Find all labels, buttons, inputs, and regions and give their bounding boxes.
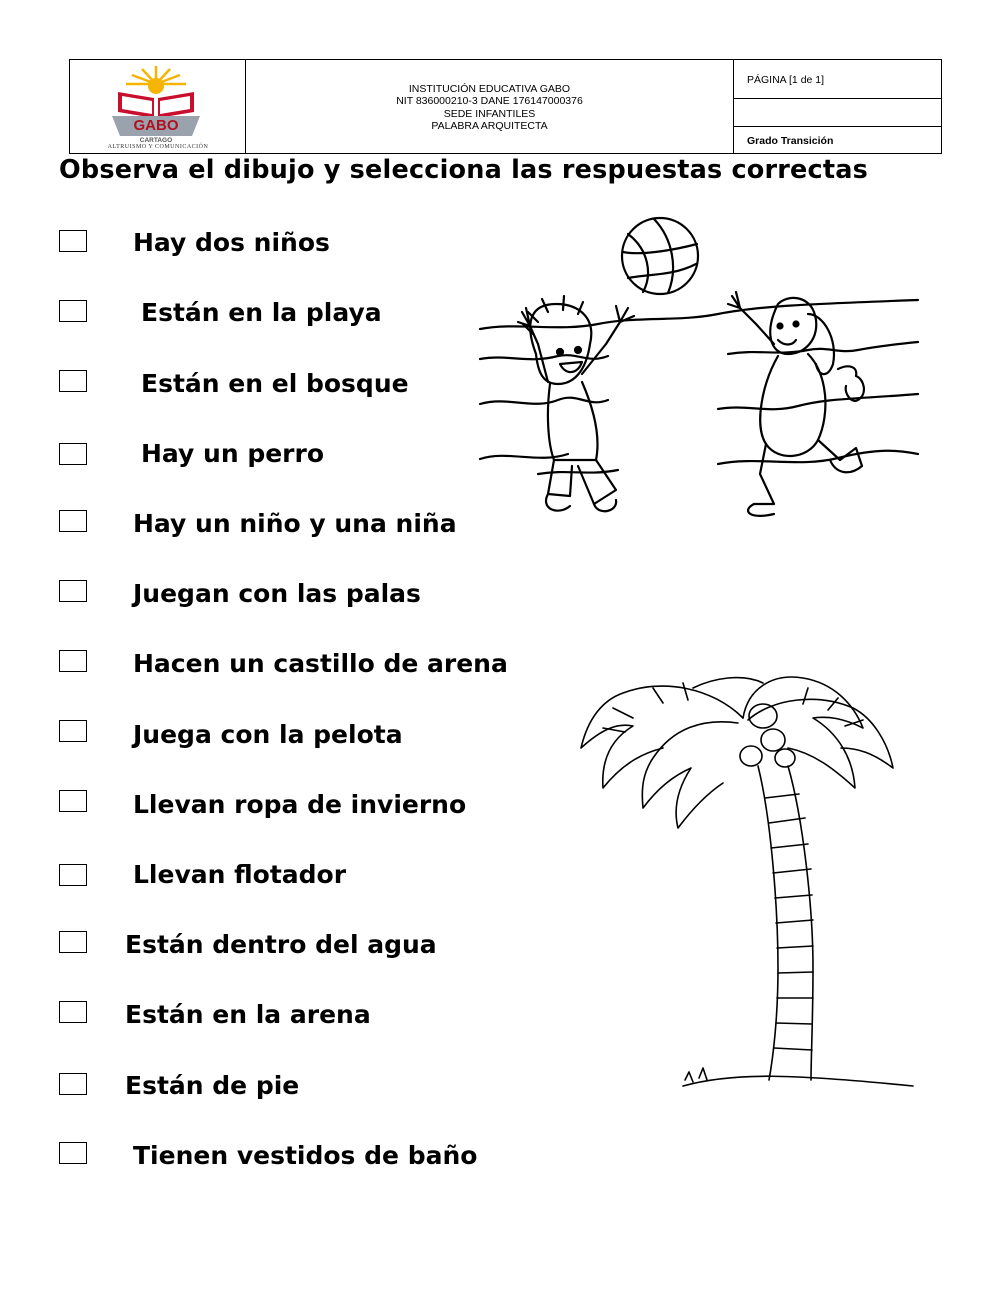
item-label: Hay un niño y una niña <box>133 509 457 538</box>
checkbox[interactable] <box>59 864 87 886</box>
item-label: Juega con la pelota <box>133 720 403 749</box>
logo-cell <box>70 60 246 153</box>
school-name: INSTITUCIÓN EDUCATIVA GABO <box>408 82 571 95</box>
kids-beach-illustration <box>478 204 920 532</box>
school-nit: NIT 836000210-3 DANE 176147000376 <box>396 95 583 107</box>
item-label: Tienen vestidos de baño <box>133 1141 478 1170</box>
item-label: Juegan con las palas <box>133 579 421 608</box>
checkbox[interactable] <box>59 1001 87 1023</box>
checkbox[interactable] <box>59 580 87 602</box>
checkbox[interactable] <box>59 300 87 322</box>
item-label: Están de pie <box>125 1071 300 1100</box>
logo-tagline: ALTRUISMO Y COMUNICACIÓN <box>107 144 209 150</box>
item-label: Hay dos niños <box>133 228 330 257</box>
coconuts <box>740 704 795 767</box>
item-label: Están dentro del agua <box>125 930 437 959</box>
logo-subtext: CARTAGO <box>139 137 173 144</box>
item-label: Están en la arena <box>125 1000 371 1029</box>
waves <box>480 300 918 474</box>
item-label: Llevan ropa de invierno <box>133 790 467 819</box>
grade-label: Grado Transición <box>747 135 834 147</box>
palm-tree-illustration <box>573 648 918 1103</box>
school-info-cell <box>246 60 734 153</box>
checkbox[interactable] <box>59 1073 87 1095</box>
checkbox[interactable] <box>59 443 87 465</box>
item-label: Hacen un castillo de arena <box>133 649 508 678</box>
page-label: PÁGINA [1 de 1] <box>734 60 941 99</box>
checkbox[interactable] <box>59 230 87 252</box>
checkbox[interactable] <box>59 510 87 532</box>
beach-ball-icon <box>622 218 698 294</box>
meta-cell <box>734 60 941 153</box>
ground <box>683 1068 913 1086</box>
school-site: SEDE INFANTILES <box>443 107 536 120</box>
checkbox[interactable] <box>59 650 87 672</box>
school-logo <box>102 62 210 150</box>
item-label: Están en el bosque <box>141 369 409 398</box>
checkbox[interactable] <box>59 1142 87 1164</box>
item-label: Llevan flotador <box>133 860 347 889</box>
school-topic: PALABRA ARQUITECTA <box>431 120 548 132</box>
checkbox[interactable] <box>59 931 87 953</box>
checkbox[interactable] <box>59 790 87 812</box>
checkbox[interactable] <box>59 720 87 742</box>
palm-trunk <box>758 766 813 1080</box>
logo-text: GABO <box>133 117 179 134</box>
item-label: Están en la playa <box>141 298 382 327</box>
checkbox[interactable] <box>59 370 87 392</box>
girl-figure <box>728 292 864 516</box>
empty-meta-row <box>734 99 941 127</box>
instruction-title: Observa el dibujo y selecciona las respuestas correctas <box>59 155 869 185</box>
palm-leaves <box>581 677 893 828</box>
header-table <box>69 59 942 154</box>
item-label: Hay un perro <box>141 439 325 468</box>
